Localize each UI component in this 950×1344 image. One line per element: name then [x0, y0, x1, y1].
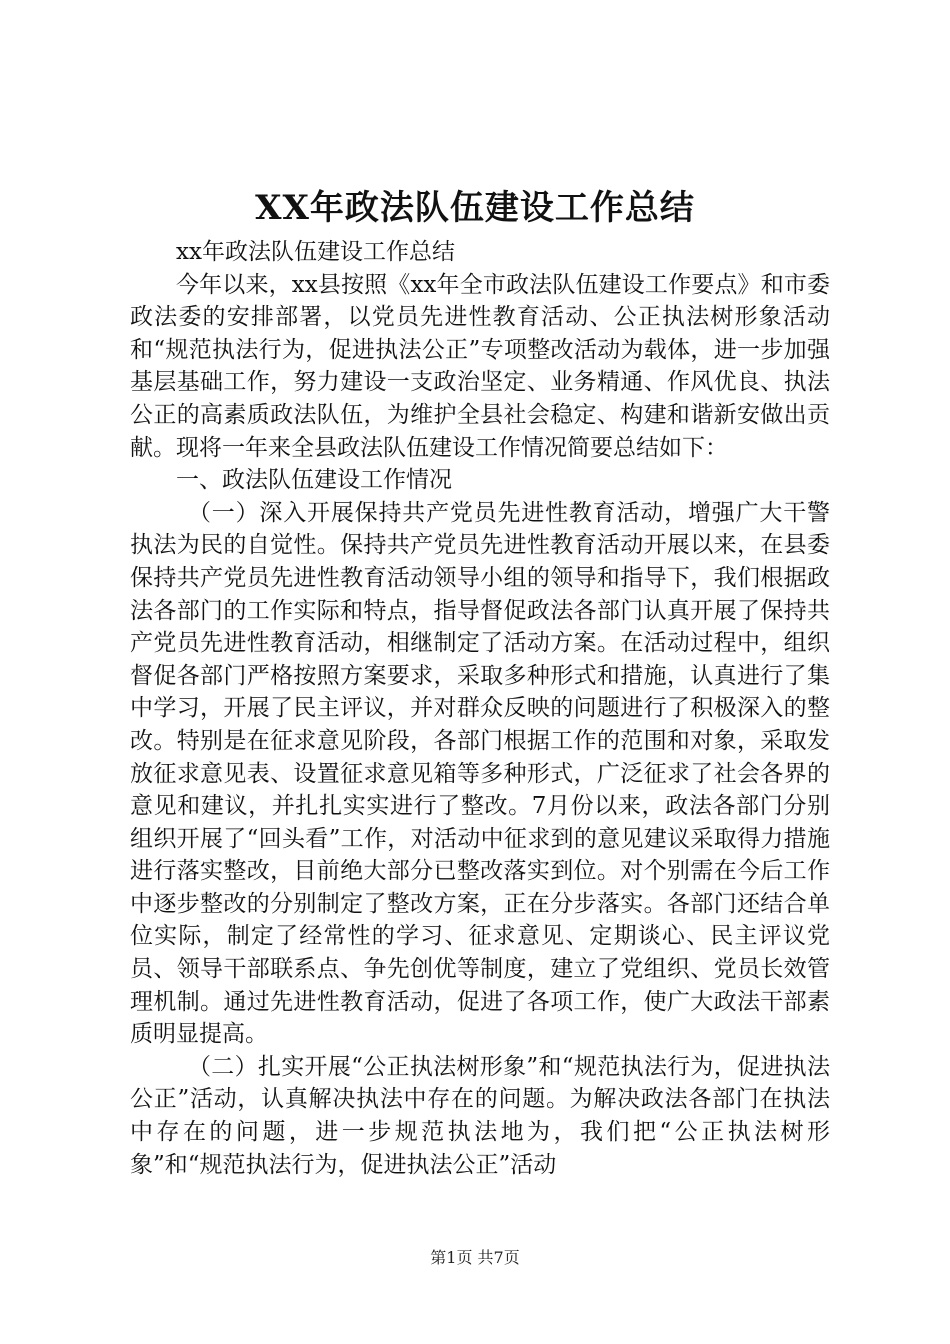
document-body — [130, 236, 830, 1181]
document-title: XX年政法队伍建设工作总结 — [255, 188, 695, 228]
paragraph-intro: 今年以来，xx县按照《xx年全市政法队伍建设工作要点》和市委政法委的安排部署，以党员先进性教育活动、公正执法树形象活动和“规范执法行为，促进执法公正”专项整改活动为载体，进一步加强基层基础工作，努力建设一支政治坚定、业务精通、作风优良、执法公正的高素质政法队伍，为维护全县社会稳定、构建和谐新安做出贡献。现将一年来全县政法队伍建设工作情况简要总结如下： — [130, 271, 830, 461]
section-heading: 一、政法队伍建设工作情况 — [176, 467, 452, 494]
page-number-footer: 第1页 共7页 — [430, 1248, 520, 1267]
paragraph-subtitle: xx年政法队伍建设工作总结 — [176, 239, 455, 265]
paragraph-item-2: （二）扎实开展“公正执法树形象”和“规范执法行为，促进执法公正”活动，认真解决执法中存在的问题。为解决政法各部门在执法中存在的问题，进一步规范执法地为，我们把“公正执法树形象”和“规范执法行为，促进执法公正”活动 — [130, 1053, 830, 1178]
paragraph-item-1: （一）深入开展保持共产党员先进性教育活动，增强广大干警执法为民的自觉性。保持共产党员先进性教育活动开展以来，在县委保持共产党员先进性教育活动领导小组的领导和指导下，我们根据政法各部门的工作实际和特点，指导督促政法各部门认真开展了保持共产党员先进性教育活动，相继制定了活动方案。在活动过程中，组织督促各部门严格按照方案要求，采取多种形式和措施，认真进行了集中学习，开展了民主评议，并对群众反映的问题进行了积极深入的整改。特别是在征求意见阶段，各部门根据工作的范围和对象，采取发放征求意见表、设置征求意见箱等多种形式，广泛征求了社会各界的意见和建议，并扎扎实实进行了整改。7月份以来，政法各部门分别组织开展了“回头看”工作，对活动中征求到的意见建议采取得力措施进行落实整改，目前绝大部分已整改落实到位。对个别需在今后工作中逐步整改的分别制定了整改方案，正在分步落实。各部门还结合单位实际，制定了经常性的学习、征求意见、定期谈心、民主评议党员、领导干部联系点、争先创优等制度，建立了党组织、党员长效管理机制。通过先进性教育活动，促进了各项工作，使广大政法干部素质明显提高。 — [130, 499, 830, 1048]
